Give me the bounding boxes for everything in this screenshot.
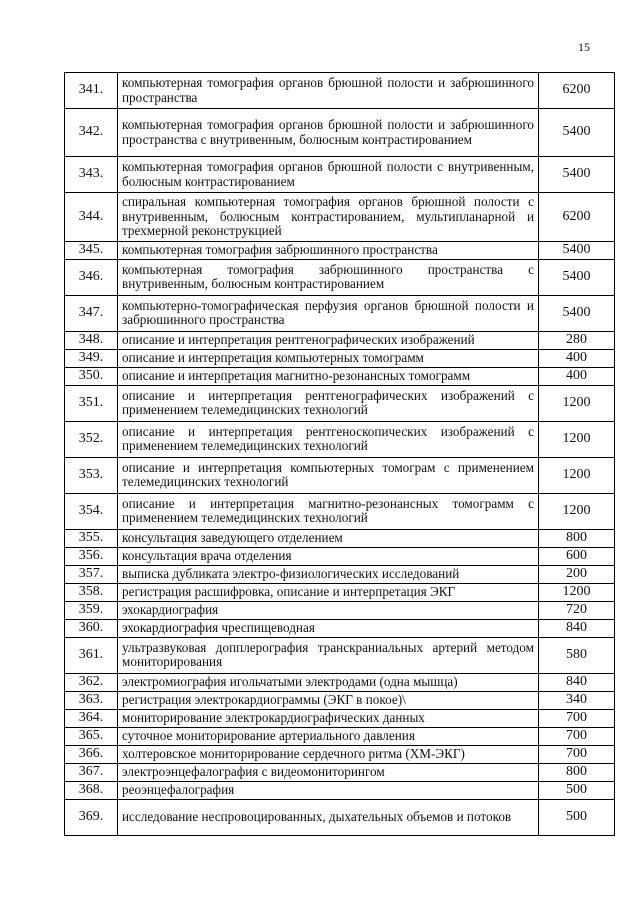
row-number: 354. [65, 493, 118, 529]
table-row [65, 109, 615, 157]
row-number: 365. [65, 727, 118, 745]
table-row [65, 763, 615, 781]
table-row [65, 601, 615, 619]
service-price: 1200 [539, 583, 615, 601]
service-description: компьютерная томография забрюшинного пространства с внутривенным, болюсным контрастированием [118, 259, 539, 295]
table-row [65, 259, 615, 295]
service-price: 400 [539, 367, 615, 385]
price-table [64, 72, 615, 836]
service-price: 5400 [539, 259, 615, 295]
price-table-container [64, 72, 615, 836]
service-price: 700 [539, 727, 615, 745]
table-row [65, 547, 615, 565]
table-row [65, 565, 615, 583]
row-number: 367. [65, 763, 118, 781]
service-price: 1200 [539, 457, 615, 493]
row-number: 348. [65, 331, 118, 349]
service-description: консультация заведующего отделением [118, 529, 539, 547]
service-description: спиральная компьютерная томография органов брюшной полости с внутривенным, болюсным контрастированием, мультипланарной и трехмерной реконструкцией [118, 193, 539, 242]
row-number: 355. [65, 529, 118, 547]
table-row [65, 295, 615, 331]
service-price: 840 [539, 619, 615, 637]
service-description: исследование неспровоцированных, дыхательных объемов и потоков [118, 799, 539, 835]
row-number: 342. [65, 109, 118, 157]
service-price: 5400 [539, 295, 615, 331]
service-description: электромиография игольчатыми электродами (одна мышца) [118, 673, 539, 691]
table-row [65, 799, 615, 835]
row-number: 351. [65, 385, 118, 421]
row-number: 341. [65, 73, 118, 109]
row-number: 368. [65, 781, 118, 799]
row-number: 360. [65, 619, 118, 637]
row-number: 356. [65, 547, 118, 565]
service-description: компьютерная томография забрюшинного пространства [118, 241, 539, 259]
service-price: 700 [539, 709, 615, 727]
table-row [65, 583, 615, 601]
service-description: электроэнцефалография с видеомониторингом [118, 763, 539, 781]
table-row [65, 241, 615, 259]
service-price: 6200 [539, 73, 615, 109]
table-row [65, 745, 615, 763]
service-price: 280 [539, 331, 615, 349]
row-number: 358. [65, 583, 118, 601]
table-row [65, 193, 615, 242]
service-description: описание и интерпретация магнитно-резонансных томограмм [118, 367, 539, 385]
page-number: 15 [578, 40, 590, 54]
service-description: консультация врача отделения [118, 547, 539, 565]
row-number: 344. [65, 193, 118, 242]
row-number: 343. [65, 157, 118, 193]
service-price: 400 [539, 349, 615, 367]
row-number: 349. [65, 349, 118, 367]
row-number: 346. [65, 259, 118, 295]
service-description: компьютерная томография органов брюшной полости и забрюшинного пространства [118, 73, 539, 109]
service-price: 700 [539, 745, 615, 763]
service-price: 720 [539, 601, 615, 619]
row-number: 347. [65, 295, 118, 331]
table-row [65, 637, 615, 673]
row-number: 366. [65, 745, 118, 763]
table-row [65, 457, 615, 493]
table-row [65, 367, 615, 385]
service-description: ультразвуковая допплерография транскраниальных артерий методом мониторирования [118, 637, 539, 673]
service-price: 800 [539, 529, 615, 547]
service-description: эхокардиография чреспищеводная [118, 619, 539, 637]
service-description: описание и интерпретация рентгенографических изображений с применением телемедицинских технологий [118, 385, 539, 421]
table-row [65, 709, 615, 727]
service-price: 600 [539, 547, 615, 565]
service-description: компьютерно-томографическая перфузия органов брюшной полости и забрюшинного пространства [118, 295, 539, 331]
service-description: суточное мониторирование артериального давления [118, 727, 539, 745]
service-price: 5400 [539, 241, 615, 259]
row-number: 357. [65, 565, 118, 583]
service-description: описание и интерпретация рентгеноскопических изображений с применением телемедицинских технологий [118, 421, 539, 457]
service-description: регистрация электрокардиограммы (ЭКГ в покое)\ [118, 691, 539, 709]
row-number: 353. [65, 457, 118, 493]
row-number: 359. [65, 601, 118, 619]
service-price: 340 [539, 691, 615, 709]
row-number: 352. [65, 421, 118, 457]
service-description: эхокардиография [118, 601, 539, 619]
service-price: 1200 [539, 385, 615, 421]
service-description: описание и интерпретация компьютерных томограм с применением телемедицинских технологий [118, 457, 539, 493]
table-row [65, 529, 615, 547]
table-row [65, 73, 615, 109]
service-price: 1200 [539, 421, 615, 457]
row-number: 345. [65, 241, 118, 259]
row-number: 363. [65, 691, 118, 709]
service-description: реоэнцефалография [118, 781, 539, 799]
service-description: компьютерная томография органов брюшной полости с внутривенным, болюсным контрастированием [118, 157, 539, 193]
table-row [65, 493, 615, 529]
service-price: 1200 [539, 493, 615, 529]
table-row [65, 349, 615, 367]
row-number: 369. [65, 799, 118, 835]
row-number: 364. [65, 709, 118, 727]
table-row [65, 691, 615, 709]
service-description: мониторирование электрокардиографических данных [118, 709, 539, 727]
service-description: компьютерная томография органов брюшной полости и забрюшинного пространства с внутривенным, болюсным контрастированием [118, 109, 539, 157]
service-price: 5400 [539, 109, 615, 157]
table-row [65, 331, 615, 349]
service-price: 800 [539, 763, 615, 781]
row-number: 362. [65, 673, 118, 691]
table-row [65, 673, 615, 691]
service-price: 500 [539, 799, 615, 835]
service-price: 6200 [539, 193, 615, 242]
table-row [65, 421, 615, 457]
service-price: 200 [539, 565, 615, 583]
service-description: регистрация расшифровка, описание и интерпретация ЭКГ [118, 583, 539, 601]
service-description: описание и интерпретация рентгенографических изображений [118, 331, 539, 349]
service-description: выписка дубликата электро-физиологических исследований [118, 565, 539, 583]
table-row [65, 385, 615, 421]
service-description: описание и интерпретация магнитно-резонансных томограмм с применением телемедицинских технологий [118, 493, 539, 529]
table-row [65, 727, 615, 745]
service-price: 5400 [539, 157, 615, 193]
row-number: 350. [65, 367, 118, 385]
table-row [65, 619, 615, 637]
table-row [65, 157, 615, 193]
row-number: 361. [65, 637, 118, 673]
service-price: 840 [539, 673, 615, 691]
price-table-body [65, 73, 615, 836]
service-description: описание и интерпретация компьютерных томограмм [118, 349, 539, 367]
table-row [65, 781, 615, 799]
service-description: холтеровское мониторирование сердечного ритма (ХМ-ЭКГ) [118, 745, 539, 763]
service-price: 580 [539, 637, 615, 673]
service-price: 500 [539, 781, 615, 799]
